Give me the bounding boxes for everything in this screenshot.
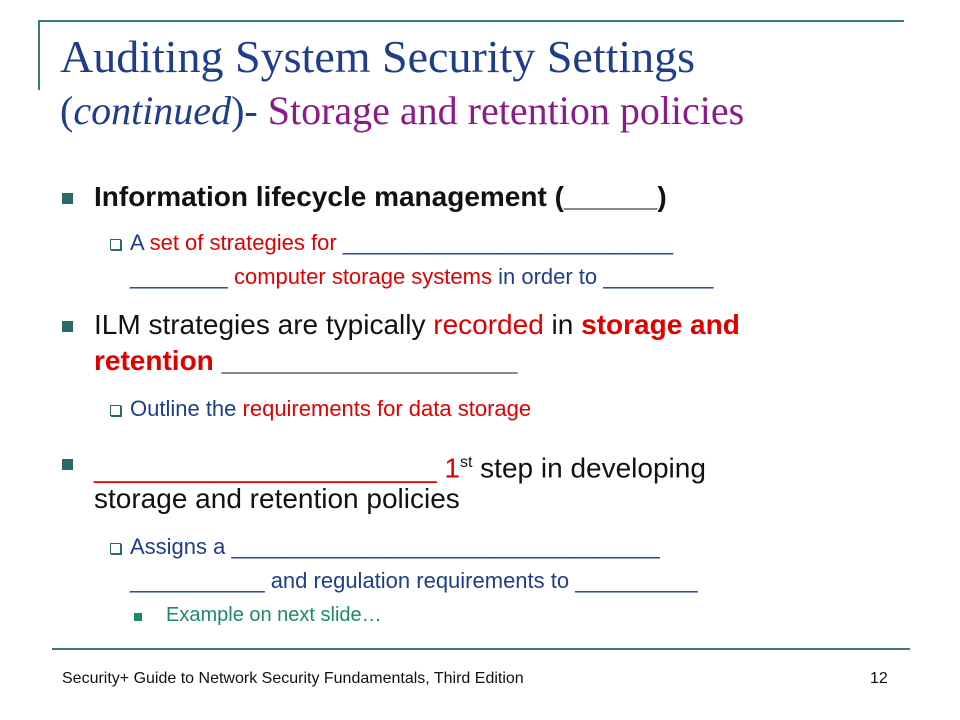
bullet-1-sub-line-2 — [130, 262, 713, 292]
bullet-square-icon — [62, 193, 73, 204]
title-line-2 — [60, 84, 920, 138]
b2-text-c: in — [543, 309, 582, 340]
bullet-1-sub-line-1 — [130, 228, 673, 258]
bullet-2-line-2 — [94, 344, 517, 378]
title-paren-open: ( — [60, 88, 74, 133]
bullet-3-line-1 — [94, 446, 706, 485]
title-continued: continued — [73, 88, 232, 133]
bullet-3-sub-sub: Example on next slide… — [166, 604, 382, 626]
b2-text-f: ___________________ — [213, 345, 518, 376]
b2-text-b: recorded — [433, 309, 544, 340]
frame-top-rule — [38, 20, 904, 22]
sub-text-e: computer storage systems — [234, 264, 492, 289]
b3-text-a: ______________________ 1 — [94, 452, 460, 484]
page-number: 12 — [870, 670, 888, 687]
hollow-square-bullet-icon — [110, 239, 121, 250]
bullet-square-icon — [62, 321, 73, 332]
bullet-2-line-1 — [94, 308, 740, 342]
title-subtitle: Storage and retention policies — [267, 88, 745, 133]
hollow-square-bullet-icon — [110, 405, 121, 416]
sub-text-d: ________ — [130, 264, 234, 289]
bullet-3-sub-line-2: ___________ and regulation requirements to __________ — [130, 568, 698, 593]
footer-rule — [52, 648, 910, 650]
sub-text-b: set of strategies for — [149, 230, 337, 255]
title-paren-close: )- — [231, 88, 268, 133]
frame-left-rule — [38, 20, 40, 90]
bullet-3-sub-line-1: Assigns a ___________________________________ — [130, 534, 660, 559]
sub-text-a: A — [130, 230, 150, 255]
bullet-1-text: Information lifecycle management (______) — [94, 181, 667, 212]
b3-text-b: step in developing — [472, 452, 706, 484]
bullet-square-icon — [62, 459, 73, 470]
sub-text-f: in order to _________ — [491, 264, 714, 289]
b2-text-d: storage and — [581, 309, 740, 340]
sub-text-c: ___________________________ — [336, 230, 674, 255]
slide-title — [60, 30, 920, 138]
b2-sub-a: Outline the — [130, 396, 243, 421]
bullet-2-sub — [130, 394, 531, 424]
hollow-square-bullet-icon — [110, 543, 121, 554]
b2-sub-b: requirements for data storage — [242, 396, 532, 421]
bullet-3-line-2: storage and retention policies — [94, 483, 460, 514]
b2-text-a: ILM strategies are typically — [94, 309, 434, 340]
b2-text-e: retention — [94, 345, 214, 376]
small-square-bullet-icon — [134, 613, 142, 621]
footer-title: Security+ Guide to Network Security Fundamentals, Third Edition — [62, 670, 524, 687]
title-line-1: Auditing System Security Settings — [60, 31, 696, 82]
b3-sup: st — [459, 454, 473, 471]
